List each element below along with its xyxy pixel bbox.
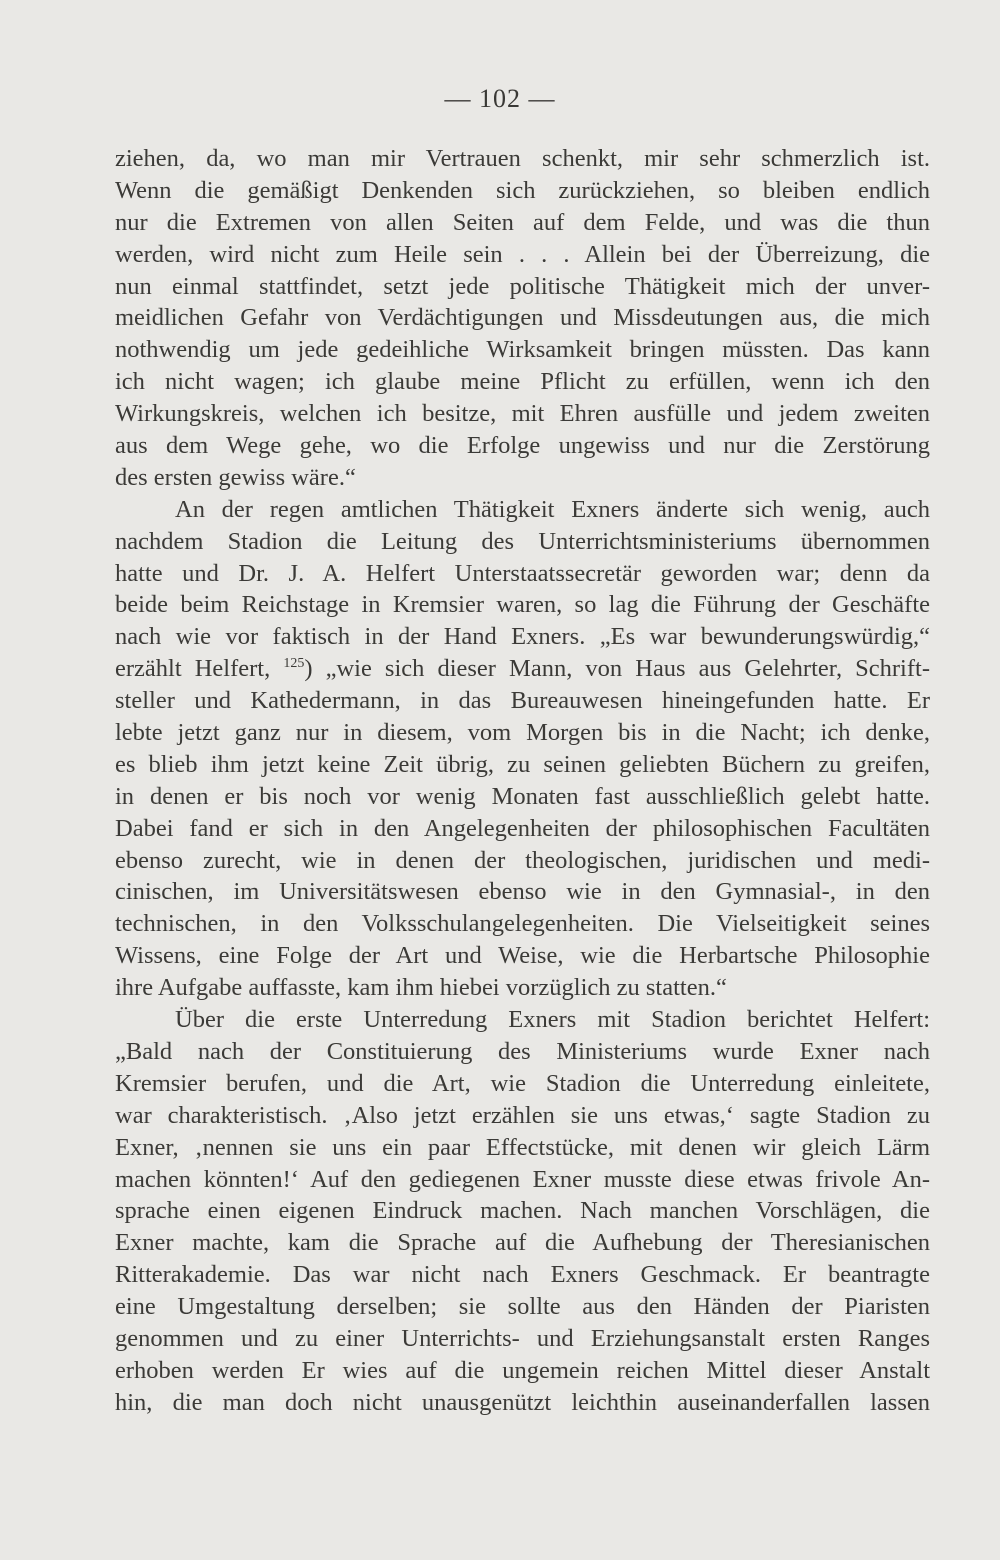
text-line: machen könnten!‘ Auf den gediegenen Exner musste diese etwas frivole An- [115, 1165, 930, 1193]
text-line: ihre Aufgabe auffasste, kam ihm hiebei vorzüglich zu statten.“ [115, 974, 727, 1002]
text-line: Wissens, eine Folge der Art und Weise, wie die Herbartsche Philosophie [115, 942, 930, 970]
page-number: — 102 — [444, 84, 556, 113]
text-line: technischen, in den Volksschulangelegenheiten. Die Vielseitigkeit seines [115, 910, 930, 938]
paragraph-start-line: Über die erste Unterredung Exners mit Stadion berichtet Helfert: [175, 1006, 930, 1034]
text-line: „Bald nach der Constituierung des Ministeriums wurde Exner nach [115, 1037, 930, 1065]
text-line-with-footnote [115, 653, 930, 685]
text-line: Wenn die gemäßigt Denkenden sich zurückziehen, so bleiben endlich [115, 176, 930, 204]
text-line: hatte und Dr. J. A. Helfert Unterstaatssecretär geworden war; denn da [115, 559, 930, 587]
text-line: war charakteristisch. ‚Also jetzt erzählen sie uns etwas,‘ sagte Stadion zu [115, 1101, 930, 1129]
text-line: eine Umgestaltung derselben; sie sollte aus den Händen der Piaristen [115, 1293, 930, 1321]
body-text [115, 143, 930, 1419]
text-line: beide beim Reichstage in Kremsier waren, so lag die Führung der Geschäfte [115, 591, 930, 619]
text-line: Dabei fand er sich in den Angelegenheiten der philosophischen Facultäten [115, 814, 930, 842]
text-line: sprache einen eigenen Eindruck machen. Nach manchen Vorschlägen, die [115, 1197, 930, 1225]
text-line: genommen und zu einer Unterrichts- und Erziehungsanstalt ersten Ranges [115, 1324, 930, 1352]
text-line: Exner, ‚nennen sie uns ein paar Effectstücke, mit denen wir gleich Lärm [115, 1133, 930, 1161]
text-line: nothwendig um jede gedeihliche Wirksamkeit bringen müssten. Das kann [115, 336, 930, 364]
text-line: des ersten gewiss wäre.“ [115, 463, 356, 491]
text-segment: ) „wie sich dieser Mann, von Haus aus Gelehrter, Schrift- [304, 655, 930, 683]
text-line: es blieb ihm jetzt keine Zeit übrig, zu seinen geliebten Büchern zu greifen, [115, 750, 930, 778]
text-line: in denen er bis noch vor wenig Monaten fast ausschließlich gelebt hatte. [115, 782, 930, 810]
text-line: ich nicht wagen; ich glaube meine Pflicht zu erfüllen, wenn ich den [115, 368, 930, 396]
text-line: lebte jetzt ganz nur in diesem, vom Morgen bis in die Nacht; ich denke, [115, 719, 930, 747]
text-line: Exner machte, kam die Sprache auf die Aufhebung der Theresianischen [115, 1229, 930, 1257]
text-line: aus dem Wege gehe, wo die Erfolge ungewiss und nur die Zerstörung [115, 432, 930, 460]
text-line: Kremsier berufen, und die Art, wie Stadion die Unterredung einleitete, [115, 1069, 930, 1097]
text-line: meidlichen Gefahr von Verdächtigungen und Missdeutungen aus, die mich [115, 304, 930, 332]
text-line: ebenso zurecht, wie in denen der theologischen, juridischen und medi- [115, 846, 930, 874]
text-line: cinischen, im Universitätswesen ebenso wie in den Gymnasial-, in den [115, 878, 930, 906]
footnote-reference: 125 [283, 656, 305, 672]
text-line: Wirkungskreis, welchen ich besitze, mit Ehren ausfülle und jedem zweiten [115, 400, 930, 428]
text-line: werden, wird nicht zum Heile sein . . . Allein bei der Überreizung, die [115, 240, 930, 268]
text-line: ziehen, da, wo man mir Vertrauen schenkt, mir sehr schmerzlich ist. [115, 145, 930, 172]
text-line: nur die Extremen von allen Seiten auf dem Felde, und was die thun [115, 208, 930, 236]
paragraph-start-line: An der regen amtlichen Thätigkeit Exners änderte sich wenig, auch [175, 495, 930, 523]
text-segment: erzählt Helfert, [115, 655, 271, 683]
text-line: hin, die man doch nicht unausgenützt leichthin auseinanderfallen lassen [115, 1388, 930, 1416]
text-line: nun einmal stattfindet, setzt jede politische Thätigkeit mich der unver- [115, 272, 930, 300]
text-line: erhoben werden Er wies auf die ungemein reichen Mittel dieser Anstalt [115, 1356, 930, 1384]
text-line: nach wie vor faktisch in der Hand Exners. „Es war bewunderungswürdig,“ [115, 623, 930, 651]
text-line: Ritterakademie. Das war nicht nach Exners Geschmack. Er beantragte [115, 1261, 930, 1289]
text-line: nachdem Stadion die Leitung des Unterrichtsministeriums übernommen [115, 527, 930, 555]
text-line: steller und Kathedermann, in das Bureauwesen hineingefunden hatte. Er [115, 687, 930, 715]
